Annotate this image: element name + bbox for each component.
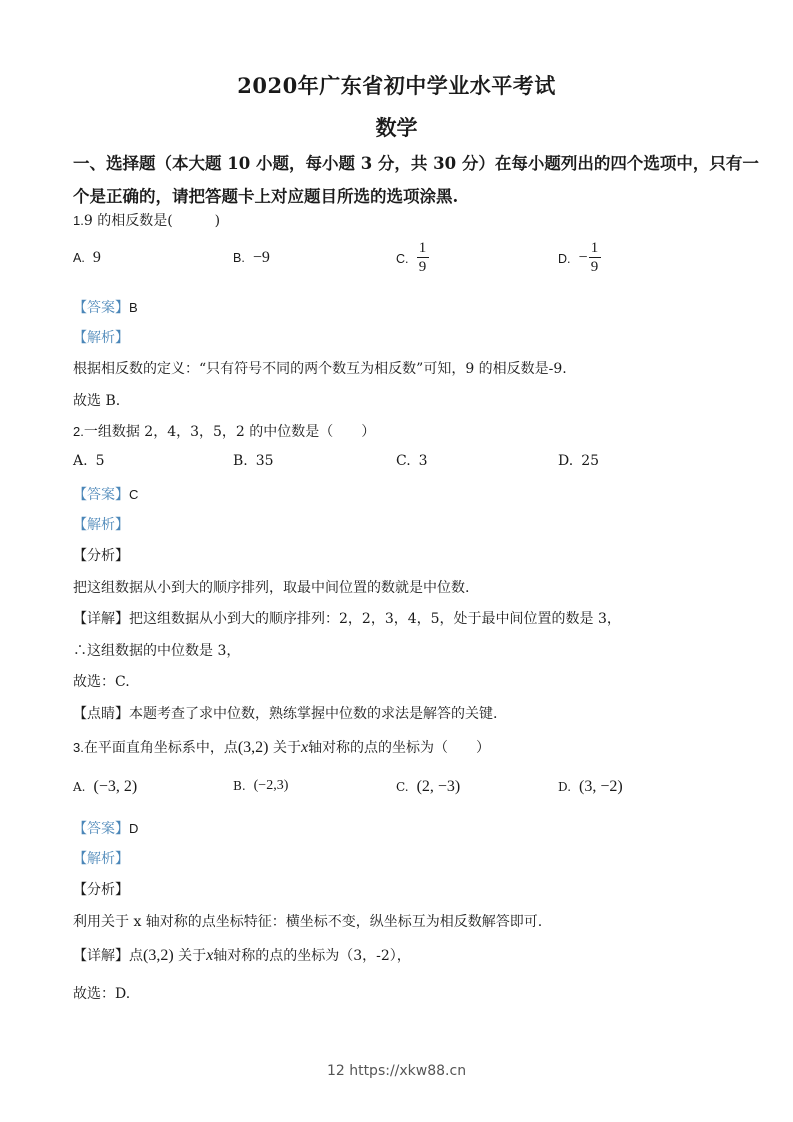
- answer-tag: 【答案】: [73, 821, 129, 837]
- subject-title: 数学: [375, 115, 418, 140]
- question-3-conclusion: 故选：D.: [73, 986, 131, 1002]
- section-heading-line-2: 个是正确的，请把答题卡上对应题目所选的选项涂黑.: [73, 187, 459, 206]
- numerator: 1: [590, 240, 599, 256]
- question-2-option-c: [396, 453, 428, 469]
- question-3-analysis-tag: 【解析】: [73, 851, 129, 867]
- question-2-option-d: [558, 453, 599, 469]
- option-letter: C.: [396, 453, 411, 469]
- numerator: 1: [418, 240, 427, 256]
- question-text: 在平面直角坐标系中，点: [83, 740, 238, 756]
- question-1-analysis: 根据相反数的定义：“只有符号不同的两个数互为相反数”可知，9 的相反数是-9.: [73, 361, 567, 377]
- question-1-conclusion: 故选 B.: [73, 393, 121, 409]
- question-number: 3.: [73, 740, 84, 755]
- detail-text: 关于: [178, 948, 207, 964]
- question-3-detail: [73, 945, 411, 965]
- option-letter: C.: [396, 780, 409, 794]
- option-value: (2, −3): [416, 778, 461, 795]
- page-footer: 12 https://xkw88.cn: [326, 1063, 467, 1079]
- question-1-analysis-tag: 【解析】: [73, 330, 129, 346]
- denominator: 9: [418, 259, 427, 275]
- fraction-bar: [589, 257, 601, 258]
- option-value: 25: [581, 453, 600, 469]
- detail-text: 把这组数据从小到大的顺序排列：2，2，3，4，5，处于最中间位置的数是 3，: [129, 611, 621, 627]
- option-letter: A.: [73, 780, 86, 794]
- question-2-fenxi: 把这组数据从小到大的顺序排列，取最中间位置的数就是中位数.: [73, 580, 470, 596]
- option-value: 35: [255, 453, 274, 469]
- fraction-bar: [417, 257, 429, 258]
- option-value: 9: [92, 249, 101, 266]
- question-2-detail: [73, 608, 621, 628]
- question-3-answer: [73, 818, 138, 838]
- question-number: 2.: [73, 424, 84, 439]
- detail-tag: 【详解】: [73, 611, 129, 627]
- option-value: (−2,3): [253, 778, 289, 793]
- option-letter: D.: [558, 453, 574, 469]
- fraction: [589, 240, 601, 275]
- question-1-stem: [73, 210, 220, 230]
- question-text: 9 的相反数是( ): [83, 213, 221, 229]
- question-1-option-b: [233, 249, 270, 267]
- question-2-conclusion: 故选：C.: [73, 674, 130, 690]
- question-text: 一组数据 2，4，3，5，2 的中位数是（ ）: [83, 424, 376, 440]
- question-2-comment: [73, 703, 497, 723]
- answer-value: D: [129, 821, 139, 836]
- question-3-option-b: [233, 778, 288, 794]
- question-3-option-a: [73, 778, 137, 796]
- question-3-option-c: [396, 778, 460, 796]
- option-value: 3: [418, 453, 428, 469]
- question-2-answer: [73, 484, 138, 504]
- option-letter: B.: [233, 251, 245, 265]
- option-letter: B.: [233, 779, 246, 793]
- exam-title: 2020年广东省初中学业水平考试: [237, 73, 556, 98]
- detail-text: 点: [129, 948, 143, 964]
- option-letter: D.: [558, 780, 572, 794]
- question-2-option-a: [73, 453, 104, 469]
- section-heading-line-1: 一、选择题（本大题 10 小题，每小题 3 分，共 30 分）在每小题列出的四个选项中，只有一: [73, 154, 759, 173]
- detail-tag: 【详解】: [73, 948, 129, 964]
- math-variable: x: [300, 739, 309, 756]
- option-letter: A.: [73, 453, 88, 469]
- question-2-therefore: ∴这组数据的中位数是 3，: [73, 643, 241, 659]
- question-1-answer: [73, 297, 138, 317]
- question-3-stem: [73, 737, 490, 757]
- question-3-fenxi-tag: 【分析】: [73, 882, 129, 898]
- option-value: (3, −2): [579, 778, 623, 795]
- question-text: 关于: [272, 740, 301, 756]
- question-3-option-d: [558, 778, 623, 796]
- question-text: 轴对称的点的坐标为（ ）: [308, 740, 491, 756]
- option-letter: D.: [558, 251, 571, 266]
- option-value: (−3, 2): [93, 778, 138, 795]
- option-value: −9: [252, 249, 270, 266]
- question-2-fenxi-tag: 【分析】: [73, 548, 129, 564]
- question-2-stem: [73, 421, 375, 441]
- option-letter: A.: [73, 251, 85, 265]
- option-letter: C.: [396, 251, 409, 266]
- answer-tag: 【答案】: [73, 300, 129, 316]
- math-point: (3,2): [143, 947, 174, 964]
- question-1-option-c: [396, 240, 429, 275]
- denominator: 9: [590, 259, 599, 275]
- question-2-analysis-tag: 【解析】: [73, 517, 129, 533]
- detail-text: 轴对称的点的坐标为（3，-2），: [213, 948, 411, 964]
- question-1-option-a: [73, 249, 101, 267]
- question-number: 1.: [73, 213, 84, 228]
- option-letter: B.: [233, 453, 248, 469]
- fraction: [417, 240, 429, 275]
- question-3-fenxi: 利用关于 x 轴对称的点坐标特征：横坐标不变，纵坐标互为相反数解答即可.: [73, 914, 543, 930]
- answer-tag: 【答案】: [73, 487, 129, 503]
- minus-sign: −: [578, 248, 588, 266]
- math-point: (3,2): [237, 739, 269, 756]
- question-2-option-b: [233, 453, 274, 469]
- math-variable: x: [206, 947, 214, 964]
- question-1-option-d: [558, 240, 601, 275]
- comment-text: 本题考查了求中位数，熟练掌握中位数的求法是解答的关键.: [129, 706, 498, 722]
- answer-value: C: [129, 487, 139, 502]
- option-value: 5: [95, 453, 105, 469]
- comment-tag: 【点睛】: [73, 706, 129, 722]
- answer-value: B: [129, 300, 138, 315]
